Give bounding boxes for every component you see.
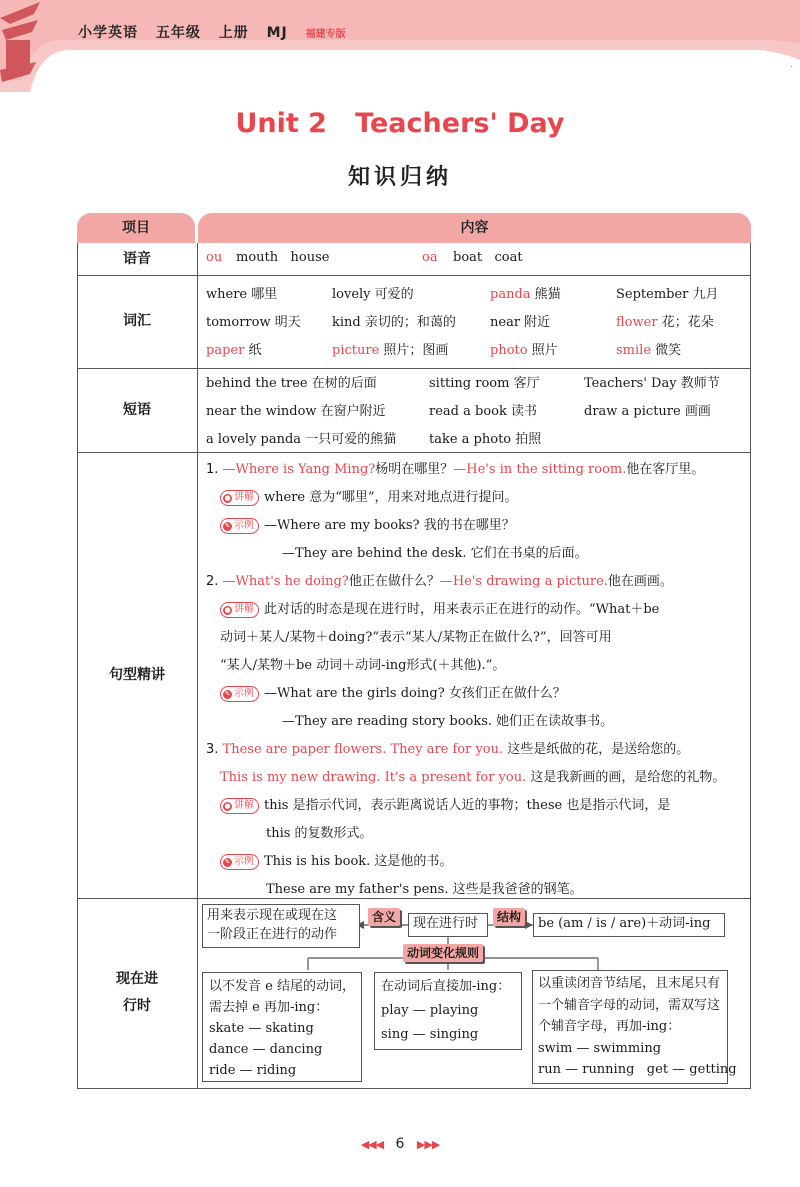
page-number: 6	[395, 1136, 405, 1152]
explain-badge: ● 讲解	[220, 602, 259, 618]
example-line: These are my father's pens. 这些是我爸爸的钢笔。	[266, 882, 583, 897]
sentences-content	[198, 452, 751, 898]
row-phrases	[77, 368, 751, 453]
header-subject: 小学英语	[78, 25, 138, 41]
knowledge-table	[77, 213, 751, 1090]
right-arrows-icon: ▶▶▶	[416, 1138, 440, 1151]
explain-line: 动词＋某人/某物＋doing?”表示“某人/某物正在做什么?”，回答可用	[220, 630, 612, 645]
header-publisher: MJ	[266, 25, 288, 41]
pronunciation-content	[198, 243, 751, 275]
header-grade: 五年级	[155, 25, 201, 41]
phonics-letters: ou	[206, 250, 223, 265]
present-continuous-diagram	[198, 898, 751, 1088]
phrases-content	[198, 368, 751, 452]
example-badge: ✎ 示例	[220, 854, 259, 870]
phonics-words: mouth house	[236, 250, 330, 265]
section-title: 知识归纳	[347, 165, 452, 190]
phonics-letters: oa	[422, 250, 438, 265]
row-vocabulary	[77, 275, 751, 369]
example-badge: ✎ 示例	[220, 686, 259, 702]
explain-line: ● 讲解 where 意为“哪里”，用来对地点进行提问。	[220, 486, 518, 506]
phrase-item: draw a picture 画画	[584, 404, 711, 419]
header-volume: 上册	[218, 25, 249, 41]
row-label: 词汇	[77, 275, 198, 368]
pencil-icon: ✎	[224, 522, 231, 530]
row-present-continuous	[77, 898, 751, 1088]
page-footer	[0, 1136, 800, 1152]
column-header-content: 内容	[198, 213, 751, 243]
phrase-item: a lovely panda 一只可爱的熊猫	[206, 432, 397, 447]
example-line: —They are reading story books. 她们正在读故事书。	[282, 714, 614, 729]
unit-title: Unit 2 Teachers' Day	[235, 108, 565, 139]
phrase-item: behind the tree 在树的后面	[206, 376, 377, 391]
rules-tag: 动词变化规则	[403, 944, 483, 962]
vocab-item: near 附近	[490, 315, 551, 330]
row-sentences	[77, 452, 751, 899]
row-label: 句型精讲	[77, 452, 198, 898]
header-text	[78, 22, 358, 42]
vocab-item: panda 熊猫	[490, 287, 561, 302]
phrase-item: near the window 在窗户附近	[206, 404, 386, 419]
meaning-box: 用来表示现在或现在这 一阶段正在进行的动作	[202, 904, 360, 948]
example-line: —They are behind the desk. 它们在书桌的后面。	[282, 546, 588, 561]
phrase-item: read a book 读书	[429, 404, 537, 419]
left-arrows-icon: ◀◀◀	[360, 1138, 384, 1151]
explain-line: “某人/某物＋be 动词＋动词-ing形式(＋其他).”。	[220, 658, 506, 673]
structure-tag: 结构	[493, 908, 525, 926]
sentence-line: 3. These are paper flowers. They are for you. 这些是纸做的花，是送给您的。	[206, 742, 690, 757]
vocab-item: where 哪里	[206, 287, 278, 302]
explain-line: this 的复数形式。	[266, 826, 373, 841]
phrase-item: Teachers' Day 教师节	[584, 376, 720, 391]
sentence-line: 2. —What's he doing?他正在做什么？—He's drawing a picture.他在画画。	[206, 574, 673, 589]
header-edition: 福建专版	[305, 29, 346, 40]
vocab-item: kind 亲切的；和蔼的	[332, 315, 456, 330]
example-line: ✎ 示例 This is his book. 这是他的书。	[220, 850, 452, 870]
structure-box: be (am / is / are)＋动词-ing	[533, 913, 725, 937]
pencil-icon: ✎	[224, 690, 231, 698]
rule-box-double-consonant: 以重读闭音节结尾，且末尾只有 一个辅音字母的动词，需双写这 个辅音字母，再加-ing： swim — swimming run — running get — getting	[532, 970, 728, 1084]
explain-badge: ● 讲解	[220, 798, 259, 814]
column-header-item: 项目	[77, 213, 195, 243]
phrase-item: take a photo 拍照	[429, 432, 542, 447]
rule-box-drop-e: 以不发音 e 结尾的动词， 需去掉 e 再加-ing： skate — skating dance — dancing ride — riding	[202, 972, 362, 1082]
vocab-item: photo 照片	[490, 343, 558, 358]
vocab-item: tomorrow 明天	[206, 315, 301, 330]
explain-badge: ● 讲解	[220, 490, 259, 506]
rule-box-add-ing: 在动词后直接加-ing： play — playing sing — singing	[374, 972, 522, 1050]
phrase-item: sitting room 客厅	[429, 376, 540, 391]
vocab-item: picture 照片；图画	[332, 343, 449, 358]
meaning-tag: 含义	[368, 908, 400, 926]
pencil-icon: ✎	[224, 858, 231, 866]
explain-line: ● 讲解 此对话的时态是现在进行时，用来表示正在进行的动作。“What＋be	[220, 598, 659, 618]
svg-text:·: ·	[790, 62, 794, 73]
vocab-item: lovely 可爱的	[332, 287, 414, 302]
row-pronunciation	[77, 243, 751, 276]
example-line: ✎ 示例 —What are the girls doing? 女孩们正在做什么？	[220, 682, 566, 702]
header-band	[0, 0, 800, 92]
lightbulb-icon: ●	[224, 802, 231, 810]
row-label: 短语	[77, 368, 198, 452]
example-badge: ✎ 示例	[220, 518, 259, 534]
row-label: 现在进 行时	[77, 898, 198, 1088]
vocab-item: flower 花；花朵	[616, 315, 714, 330]
sentence-line: 1. —Where is Yang Ming?杨明在哪里？—He's in the sitting room.他在客厅里。	[206, 462, 705, 477]
vocabulary-content	[198, 275, 751, 368]
vocab-item: September 九月	[616, 287, 719, 302]
vocab-item: smile 微笑	[616, 343, 682, 358]
explain-line: ● 讲解 this 是指示代词，表示距离说话人近的事物；these 也是指示代词，是	[220, 794, 670, 814]
example-line: ✎ 示例 —Where are my books? 我的书在哪里？	[220, 514, 515, 534]
sentence-line: This is my new drawing. It's a present for you. 这是我新画的画，是给您的礼物。	[220, 770, 726, 785]
tense-box: 现在进行时	[408, 913, 488, 937]
lightbulb-icon: ●	[224, 606, 231, 614]
lightbulb-icon: ●	[224, 494, 231, 502]
row-label: 语音	[77, 243, 198, 275]
vocab-item: paper 纸	[206, 343, 262, 358]
phonics-words: boat coat	[453, 250, 523, 265]
